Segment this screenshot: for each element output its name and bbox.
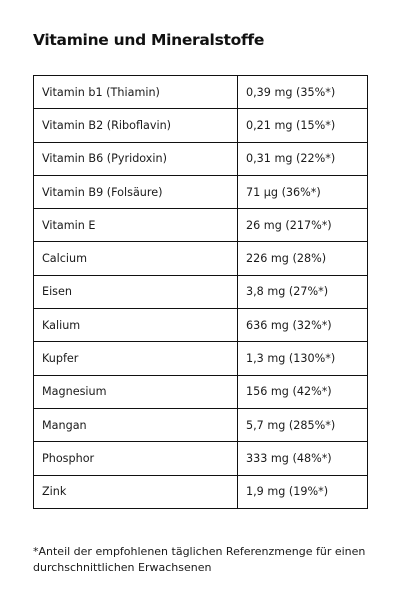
table-row [34,408,368,441]
table-row [34,109,368,142]
nutrient-name: Phosphor [34,442,238,475]
nutrient-value: 0,21 mg (15%*) [238,109,368,142]
nutrient-name: Zink [34,475,238,508]
table-row [34,242,368,275]
nutrient-name: Vitamin B2 (Riboflavin) [34,109,238,142]
table-row [34,442,368,475]
table-row [34,275,368,308]
nutrient-name: Kupfer [34,342,238,375]
nutrient-table [33,75,368,509]
nutrient-value: 0,31 mg (22%*) [238,142,368,175]
nutrient-name: Kalium [34,309,238,342]
nutrient-value: 3,8 mg (27%*) [238,275,368,308]
nutrient-value: 71 µg (36%*) [238,175,368,208]
nutrient-value: 0,39 mg (35%*) [238,76,368,109]
nutrient-value: 26 mg (217%*) [238,209,368,242]
nutrient-value: 636 mg (32%*) [238,309,368,342]
table-row [34,375,368,408]
nutrient-value: 1,3 mg (130%*) [238,342,368,375]
nutrient-name: Vitamin b1 (Thiamin) [34,76,238,109]
nutrient-name: Mangan [34,408,238,441]
nutrient-value: 333 mg (48%*) [238,442,368,475]
nutrient-value: 1,9 mg (19%*) [238,475,368,508]
nutrient-value: 156 mg (42%*) [238,375,368,408]
table-row [34,175,368,208]
table-row [34,209,368,242]
footnote: *Anteil der empfohlenen täglichen Referenzmenge für einen durchschnittlichen Erwachsenen [33,545,366,574]
nutrient-value: 226 mg (28%) [238,242,368,275]
nutrient-name: Calcium [34,242,238,275]
nutrient-value: 5,7 mg (285%*) [238,408,368,441]
table-row [34,342,368,375]
table-row [34,475,368,508]
nutrient-name: Magnesium [34,375,238,408]
page-title: Vitamine und Mineralstoffe [33,31,265,49]
nutrient-name: Vitamin B9 (Folsäure) [34,175,238,208]
table-row [34,142,368,175]
nutrient-name: Vitamin E [34,209,238,242]
nutrient-name: Vitamin B6 (Pyridoxin) [34,142,238,175]
table-row [34,309,368,342]
table-row [34,76,368,109]
nutrient-name: Eisen [34,275,238,308]
